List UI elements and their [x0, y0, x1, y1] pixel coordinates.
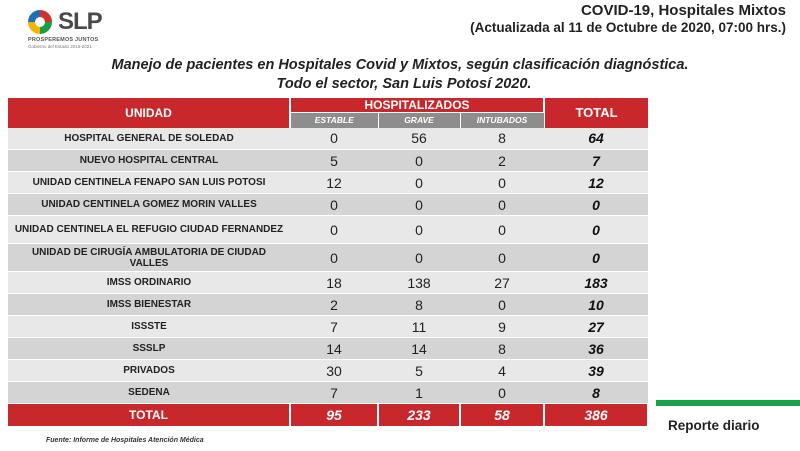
- estable-value: 0: [290, 244, 378, 272]
- estable-value: 2: [290, 294, 378, 316]
- col-header-total: TOTAL: [544, 98, 648, 128]
- intubados-value: 8: [460, 338, 544, 360]
- intubados-value: 9: [460, 316, 544, 338]
- unit-name: PRIVADOS: [8, 360, 290, 382]
- report-subtitle: Manejo de pacientes en Hospitales Covid y Mixtos, según clasificación diagnóstica.: [111, 57, 689, 73]
- total-value: 36: [544, 338, 648, 360]
- page-title: COVID-19, Hospitales Mixtos: [580, 2, 786, 19]
- total-grave: 233: [378, 404, 460, 426]
- col-header-estable: ESTABLE: [290, 113, 378, 128]
- intubados-value: 0: [460, 244, 544, 272]
- estable-value: 7: [290, 382, 378, 404]
- estable-value: 30: [290, 360, 378, 382]
- total-value: 39: [544, 360, 648, 382]
- logo-text: SLP: [58, 8, 102, 35]
- table-row: [8, 382, 648, 404]
- unit-name: SSSLP: [8, 338, 290, 360]
- table-row: [8, 216, 648, 244]
- col-header-hospitalizados: HOSPITALIZADOS: [290, 98, 544, 113]
- table-row: [8, 338, 648, 360]
- logo-government: Gobierno del Estado 2015-2021: [28, 44, 92, 49]
- total-value: 0: [544, 244, 648, 272]
- col-header-grave: GRAVE: [378, 113, 460, 128]
- table-row: [8, 150, 648, 172]
- total-value: 12: [544, 172, 648, 194]
- accent-divider: [656, 400, 800, 406]
- total-value: 10: [544, 294, 648, 316]
- report-scope: Todo el sector, San Luis Potosí 2020.: [276, 76, 532, 92]
- update-timestamp: (Actualizada al 11 de Octubre de 2020, 07:00 hrs.): [470, 20, 786, 35]
- grave-value: 0: [378, 244, 460, 272]
- total-estable: 95: [290, 404, 378, 426]
- grave-value: 5: [378, 360, 460, 382]
- grave-value: 0: [378, 216, 460, 244]
- total-value: 64: [544, 128, 648, 150]
- intubados-value: 27: [460, 272, 544, 294]
- report-label: Reporte diario: [668, 418, 760, 433]
- intubados-value: 0: [460, 216, 544, 244]
- table-row: [8, 194, 648, 216]
- grave-value: 14: [378, 338, 460, 360]
- unit-name: SEDENA: [8, 382, 290, 404]
- estable-value: 18: [290, 272, 378, 294]
- unit-name: IMSS BIENESTAR: [8, 294, 290, 316]
- total-value: 27: [544, 316, 648, 338]
- total-intubados: 58: [460, 404, 544, 426]
- slp-logo: [22, 6, 114, 50]
- grave-value: 0: [378, 172, 460, 194]
- estable-value: 0: [290, 128, 378, 150]
- col-header-unidad: UNIDAD: [8, 98, 290, 128]
- estable-value: 12: [290, 172, 378, 194]
- table-row: [8, 172, 648, 194]
- grave-value: 138: [378, 272, 460, 294]
- col-header-intubados: INTUBADOS: [460, 113, 544, 128]
- unit-name: ISSSTE: [8, 316, 290, 338]
- intubados-value: 2: [460, 150, 544, 172]
- table-row: [8, 316, 648, 338]
- estable-value: 14: [290, 338, 378, 360]
- total-value: 0: [544, 216, 648, 244]
- table-row: [8, 294, 648, 316]
- hospital-table: [8, 98, 649, 426]
- unit-name: UNIDAD CENTINELA EL REFUGIO CIUDAD FERNANDEZ: [8, 216, 290, 244]
- grave-value: 11: [378, 316, 460, 338]
- table-row: [8, 128, 648, 150]
- totals-row: [8, 404, 648, 426]
- estable-value: 7: [290, 316, 378, 338]
- table-row: [8, 360, 648, 382]
- estable-value: 5: [290, 150, 378, 172]
- unit-name: UNIDAD CENTINELA GOMEZ MORIN VALLES: [8, 194, 290, 216]
- grave-value: 56: [378, 128, 460, 150]
- unit-name: IMSS ORDINARIO: [8, 272, 290, 294]
- intubados-value: 8: [460, 128, 544, 150]
- grave-value: 0: [378, 150, 460, 172]
- total-value: 183: [544, 272, 648, 294]
- total-value: 7: [544, 150, 648, 172]
- table-row: [8, 272, 648, 294]
- intubados-value: 0: [460, 382, 544, 404]
- unit-name: NUEVO HOSPITAL CENTRAL: [8, 150, 290, 172]
- intubados-value: 0: [460, 194, 544, 216]
- grave-value: 1: [378, 382, 460, 404]
- intubados-value: 4: [460, 360, 544, 382]
- intubados-value: 0: [460, 172, 544, 194]
- slp-logo-mark: [26, 8, 54, 36]
- grave-value: 8: [378, 294, 460, 316]
- intubados-value: 0: [460, 294, 544, 316]
- total-value: 8: [544, 382, 648, 404]
- totals-label: TOTAL: [8, 404, 290, 426]
- unit-name: UNIDAD CENTINELA FENAPO SAN LUIS POTOSI: [8, 172, 290, 194]
- source-note: Fuente: Informe de Hospitales Atención Médica: [46, 437, 204, 444]
- estable-value: 0: [290, 216, 378, 244]
- table-row: [8, 244, 648, 272]
- grave-value: 0: [378, 194, 460, 216]
- unit-name: HOSPITAL GENERAL DE SOLEDAD: [8, 128, 290, 150]
- logo-slogan: PROSPEREMOS JUNTOS: [28, 37, 99, 43]
- estable-value: 0: [290, 194, 378, 216]
- total-value: 0: [544, 194, 648, 216]
- grand-total: 386: [544, 404, 648, 426]
- unit-name: UNIDAD DE CIRUGÍA AMBULATORIA DE CIUDAD VALLES: [8, 244, 290, 272]
